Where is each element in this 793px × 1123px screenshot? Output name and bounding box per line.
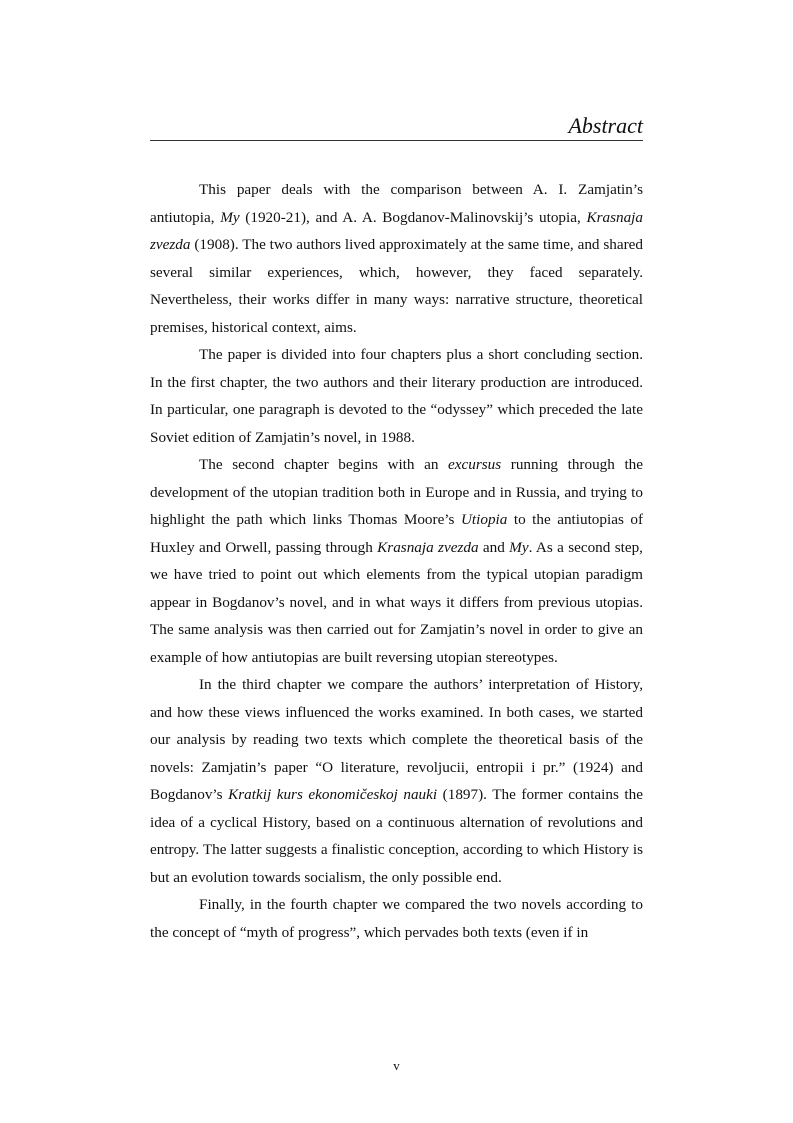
italic-title-text: My [220,208,240,226]
abstract-paragraph [150,341,643,451]
paragraph-text: This paper deals with the comparison between A. I. Zamjatin’s antiutopia, [150,181,643,226]
paragraph-text: The paper is divided into four chapters plus a short concluding section. In the first chapter, the two authors and their literary production are introduced. In particular, one paragraph is devoted to the “odyssey” which preceded the late Soviet edition of Zamjatin’s novel, in 1988. [150,346,643,446]
italic-title-text: Krasnaja zvezda [377,538,479,556]
paragraph-text: (1920-21), and A. A. Bogdanov-Malinovskij’s utopia, [239,208,587,226]
abstract-paragraph [150,891,643,946]
paragraph-text: to the antiutopias of Huxley and Orwell, passing through [150,511,643,556]
abstract-paragraph [150,451,643,671]
italic-title-text: Kratkij kurs ekonomičeskoj nauki [228,786,438,803]
italic-title-text: excursus [448,456,502,473]
italic-title-text: My [509,538,529,556]
abstract-paragraph [150,176,643,341]
abstract-body [150,176,643,946]
paragraph-text: Finally, in the fourth chapter we compared the two novels according to the concept of “myth of progress”, which pervades both texts (even if in [150,896,643,941]
italic-title-text: Utiopia [460,511,508,528]
page-title: Abstract [568,113,643,138]
paragraph-text: running through the development of the utopian tradition both in Europe and in Russia, and trying to highlight the path which links Thomas Moore’s [150,456,643,528]
page-number: v [393,1058,400,1073]
paragraph-text: The second chapter begins with an [199,456,449,473]
paragraph-text: and [478,538,510,556]
paragraph-text: (1897). The former contains the idea of a cyclical History, based on a continuous alternation of revolutions and entropy. The latter suggests a finalistic conception, according to which History is but an evolution towards socialism, the only possible end. [150,786,643,886]
header-divider [150,140,643,141]
paragraph-text: . As a second step, we have tried to point out which elements from the typical utopian paradigm appear in Bogdanov’s novel, and in what ways it differs from previous utopias. The same analysis was then carried out for Zamjatin’s novel in order to give an example of how antiutopias are built reversing utopian stereotypes. [150,538,643,666]
paragraph-text: In the third chapter we compare the authors’ interpretation of History, and how these views influenced the works examined. In both cases, we started our analysis by reading two texts which complete the theoretical basis of the novels: Zamjatin’s paper “O literature, revoljucii, entropii i pr.” (1924) and Bogdanov’s [150,676,643,803]
paragraph-text: (1908). The two authors lived approximately at the same time, and shared several similar experiences, which, however, they faced separately. Nevertheless, their works differ in many ways: narrative structure, theoretical premises, historical context, aims. [150,236,643,336]
italic-title-text: Krasnaja zvezda [150,208,643,253]
abstract-paragraph [150,671,643,891]
